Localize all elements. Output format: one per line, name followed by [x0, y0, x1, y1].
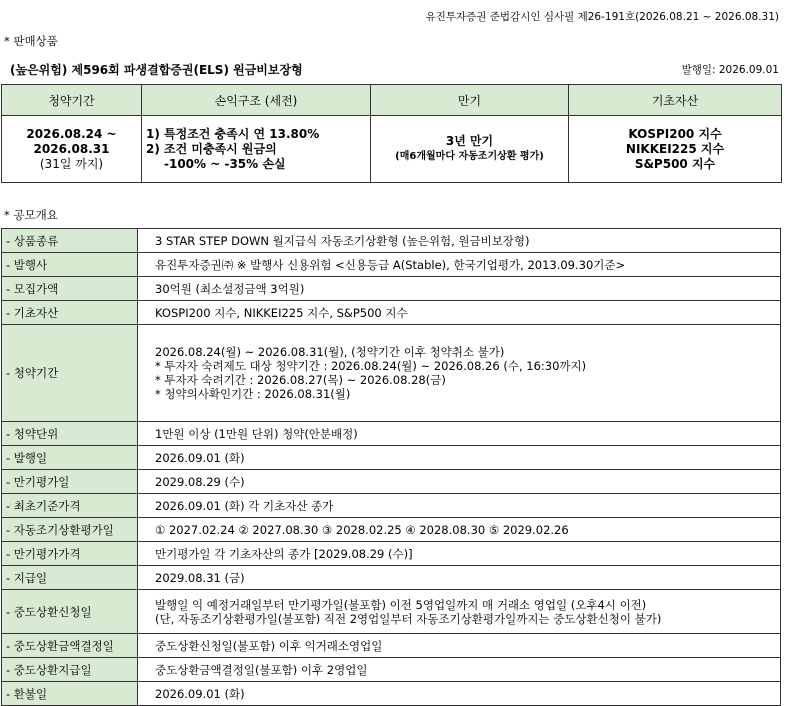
- table-row: [2, 518, 781, 542]
- summary-header-maturity: 만기: [371, 85, 569, 116]
- row-value: [138, 422, 781, 446]
- row-value: [138, 446, 781, 470]
- row-value: [138, 634, 781, 658]
- row-value: [138, 590, 781, 634]
- row-value-line: 발행일 익 예정거래일부터 만기평가일(불포함) 이전 5영업일까지 매 거래소 영업일 (오후4시 이전): [155, 597, 647, 612]
- table-row: [2, 542, 781, 566]
- row-value-line: 1만원 이상 (1만원 단위) 청약(안분배정): [155, 426, 358, 441]
- row-value: [138, 518, 781, 542]
- row-value: [138, 494, 781, 518]
- row-label: - 상품종류: [2, 229, 138, 253]
- row-label: - 모집가액: [2, 277, 138, 301]
- row-value-line: 2029.08.31 (금): [155, 570, 245, 585]
- row-value: [138, 301, 781, 325]
- row-value-line: 2026.08.24(월) ~ 2026.08.31(월), (청약기간 이후 청약취소 불가): [155, 345, 505, 359]
- row-value-line: 2026.09.01 (화) 각 기초자산 종가: [155, 498, 334, 513]
- row-value-line: * 투자자 숙려기간 : 2026.08.27(목) ~ 2026.08.28(금): [155, 373, 446, 387]
- section-heading-overview: * 공모개요: [4, 208, 58, 222]
- row-value-line: 중도상환금액결정일(불포함) 이후 2영업일: [155, 662, 368, 677]
- row-value-line: 만기평가일 각 기초자산의 종가 [2029.08.29 (수)]: [155, 546, 413, 561]
- row-label: - 중도상환신청일: [2, 590, 138, 634]
- summary-table: [1, 84, 782, 183]
- row-value: [138, 682, 781, 706]
- summary-period: 2026.08.24 ~ 2026.08.31 (31일 까지): [2, 116, 142, 183]
- summary-maturity: 3년 만기 (매6개월마다 자동조기상환 평가): [371, 116, 569, 183]
- row-value-line: * 청약의사확인기간 : 2026.08.31(월): [155, 387, 351, 401]
- row-label: - 최초기준가격: [2, 494, 138, 518]
- table-row: [2, 494, 781, 518]
- row-label: - 중도상환지급일: [2, 658, 138, 682]
- row-label: - 기초자산: [2, 301, 138, 325]
- approval-note: 유진투자증권 준법감시인 심사필 제26-191호(2026.08.21 ~ 2026.08.31): [425, 11, 779, 23]
- row-value: [138, 277, 781, 301]
- row-label: - 자동조기상환평가일: [2, 518, 138, 542]
- row-value-line: * 투자자 숙려제도 대상 청약기간 : 2026.08.24(월) ~ 2026.08.26 (수, 16:30까지): [155, 359, 587, 373]
- row-value: [138, 658, 781, 682]
- table-row: [2, 634, 781, 658]
- section-heading-product: * 판매상품: [4, 34, 58, 48]
- summary-assets: KOSPI200 지수 NIKKEI225 지수 S&P500 지수: [569, 116, 782, 183]
- row-label: - 만기평가가격: [2, 542, 138, 566]
- row-value-line: 중도상환신청일(불포함) 이후 익거래소영업일: [155, 638, 383, 653]
- row-value-line: 유진투자증권㈜ ※ 발행사 신용위험 <신용등급 A(Stable), 한국기업평가, 2013.09.30기준>: [155, 257, 626, 272]
- table-row: [2, 682, 781, 706]
- table-row: [2, 590, 781, 634]
- row-label: - 지급일: [2, 566, 138, 590]
- table-row: [2, 301, 781, 325]
- table-row: [2, 325, 781, 422]
- row-value-line: 2029.08.29 (수): [155, 474, 245, 489]
- row-label: - 중도상환금액결정일: [2, 634, 138, 658]
- row-value: [138, 566, 781, 590]
- row-value: [138, 229, 781, 253]
- table-row: [2, 422, 781, 446]
- table-row: [2, 253, 781, 277]
- table-row: [2, 566, 781, 590]
- row-label: - 발행사: [2, 253, 138, 277]
- summary-header-profit: 손익구조 (세전): [142, 85, 371, 116]
- row-label: - 발행일: [2, 446, 138, 470]
- row-label: - 청약기간: [2, 325, 138, 422]
- row-value-line: 2026.09.01 (화): [155, 450, 245, 465]
- row-value: [138, 542, 781, 566]
- summary-header-assets: 기초자산: [569, 85, 782, 116]
- overview-table: [1, 228, 781, 706]
- row-label: - 만기평가일: [2, 470, 138, 494]
- row-value-line: 2026.09.01 (화): [155, 686, 245, 701]
- table-row: [2, 470, 781, 494]
- summary-header-period: 청약기간: [2, 85, 142, 116]
- row-value-line: (단, 자동조기상환평가일(불포함) 직전 2영업일부터 자동조기상환평가일까지는 중도상환신청이 불가): [155, 611, 662, 626]
- table-row: [2, 229, 781, 253]
- row-value-line: 30억원 (최소설정금액 3억원): [155, 281, 305, 296]
- product-title: (높은위험) 제596회 파생결합증권(ELS) 원금비보장형: [10, 63, 303, 77]
- row-label: - 환불일: [2, 682, 138, 706]
- table-row: [2, 277, 781, 301]
- row-value-line: 3 STAR STEP DOWN 월지급식 자동조기상환형 (높은위험, 원금비보장형): [155, 233, 530, 248]
- table-row: [2, 658, 781, 682]
- row-label: - 청약단위: [2, 422, 138, 446]
- row-value: [138, 325, 781, 422]
- row-value: [138, 253, 781, 277]
- row-value: [138, 470, 781, 494]
- table-row: [2, 446, 781, 470]
- summary-profit: 1) 특정조건 충족시 연 13.80% 2) 조건 미충족시 원금의 -100% ~ -35% 손실: [142, 116, 371, 183]
- issue-date: 발행일: 2026.09.01: [681, 64, 779, 76]
- row-value-line: ① 2027.02.24 ② 2027.08.30 ③ 2028.02.25 ④ 2028.08.30 ⑤ 2029.02.26: [155, 522, 569, 537]
- row-value-line: KOSPI200 지수, NIKKEI225 지수, S&P500 지수: [155, 305, 408, 320]
